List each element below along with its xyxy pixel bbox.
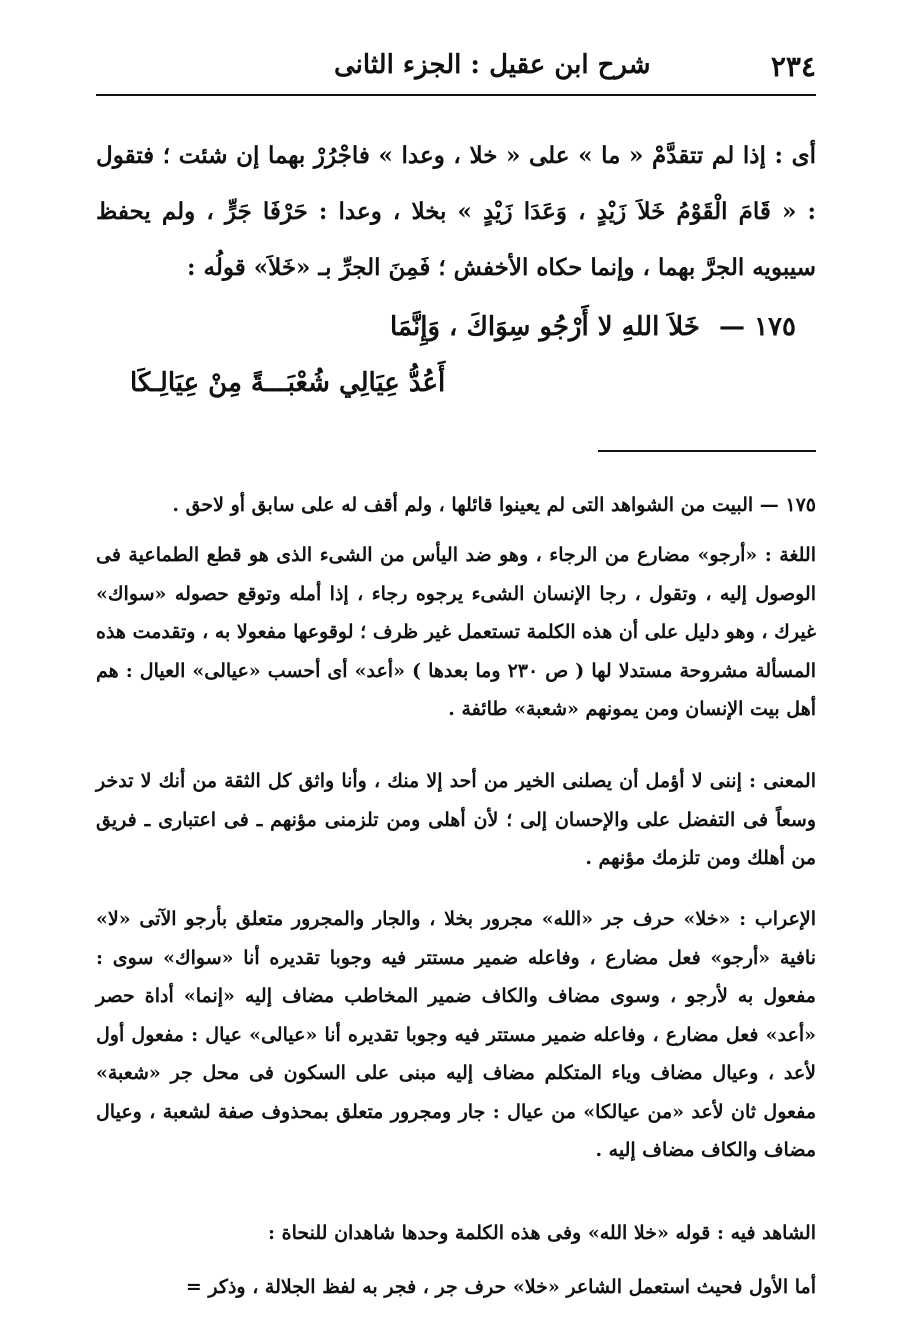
- footnote-first-point: أما الأول فحيث استعمل الشاعر «خلا» حرف جر ، فجر به لفظ الجلالة ، وذكر =: [185, 1276, 816, 1298]
- page-number: ٢٣٤: [770, 50, 816, 83]
- footnote-parsing: الإعراب : «خلا» حرف جر «الله» مجرور بخلا ، والجار والمجرور متعلق بأرجو الآتى «لا» نافية «أرجو» فعل مضارع ، وفاعله ضمير مستتر فيه وجوبا تقديره أنا «سواك» سوى : مفعول به لأرجو ، وسوى مضاف والكاف ضمير المخاطب مضاف إليه «إنما» أداة حصر «أعد» فعل مضارع ، وفاعله ضمير مستتر فيه وجوبا تقديره أنا «عيالى» عيال : مفعول أول لأعد ، وعيال مضاف وياء المتكلم مضاف إليه مبنى على السكون فى محل جر «شعبة» مفعول ثان لأعد «من عيالكا» من عيال : جار ومجرور متعلق بمحذوف صفة لشعبة ، وعيال مضاف والكاف مضاف إليه .: [96, 908, 816, 1161]
- verse-line-1: خَلاَ اللهِ لا أَرْجُو سِوَاكَ ، وَإِنَّمَا: [390, 312, 700, 342]
- footnote-evidence: الشاهد فيه : قوله «خلا الله» وفى هذه الكلمة وحدها شاهدان للنحاة :: [268, 1222, 816, 1244]
- page-header: [96, 50, 816, 96]
- running-title: شرح ابن عقيل : الجزء الثانى: [334, 50, 651, 80]
- footnote-meaning: المعنى : إننى لا أؤمل أن يصلنى الخير من أحد إلا منك ، وأنا واثق كل الثقة من أنك لا تدخر وسعاً فى التفضل على والإحسان إلى ؛ لأن أهلى ومن تلزمنى مؤنهم ـ فى اعتبارى ـ فريق من أهلك ومن تلزمك مؤنهم .: [96, 770, 816, 869]
- verse-second-hemistich: أَعُدُّ عِيَالِي شُعْبَـــةً مِنْ عِيَالِـكَا: [130, 368, 446, 398]
- main-paragraph: أى : إذا لم تتقدَّمْ « ما » على « خلا ، وعدا » فاجْرُرْ بهما إن شئت ؛ فتقول : « قَامَ الْقَوْمُ خَلاَ زَيْدٍ ، وَعَدَا زَيْدٍ » بخلا ، وعدا : حَرْفَا جَرٍّ ، ولم يحفظ سيبويه الجرَّ بهما ، وإنما حكاه الأخفش ؛ فَمِنَ الجرِّ بـ «خَلاَ» قولُه :: [96, 142, 816, 281]
- verse-first-hemistich: [96, 312, 796, 342]
- footnote-intro: ١٧٥ — البيت من الشواهد التى لم يعينوا قائلها ، ولم أقف له على سابق أو لاحق .: [172, 494, 816, 516]
- footnote-separator: [598, 450, 816, 452]
- footnote-language: اللغة : «أرجو» مضارع من الرجاء ، وهو ضد اليأس من الشىء الذى هو قطع الطماعية فى الوصول إليه ، وتقول ، رجا الإنسان الشىء يرجوه رجاء ، إذا أمله وتوقع حصوله «سواك» غيرك ، وهو دليل على أن هذه الكلمة تستعمل غير ظرف ؛ لوقوعها مفعولا به ، وتقدمت هذه المسألة مشروحة مستدلا لها ( ص ٢٣٠ وما بعدها ) «أعد» أى أحسب «عيالى» العيال : هم أهل بيت الإنسان ومن يمونهم «شعبة» طائفة .: [96, 544, 816, 720]
- verse-number: ١٧٥ —: [719, 312, 796, 342]
